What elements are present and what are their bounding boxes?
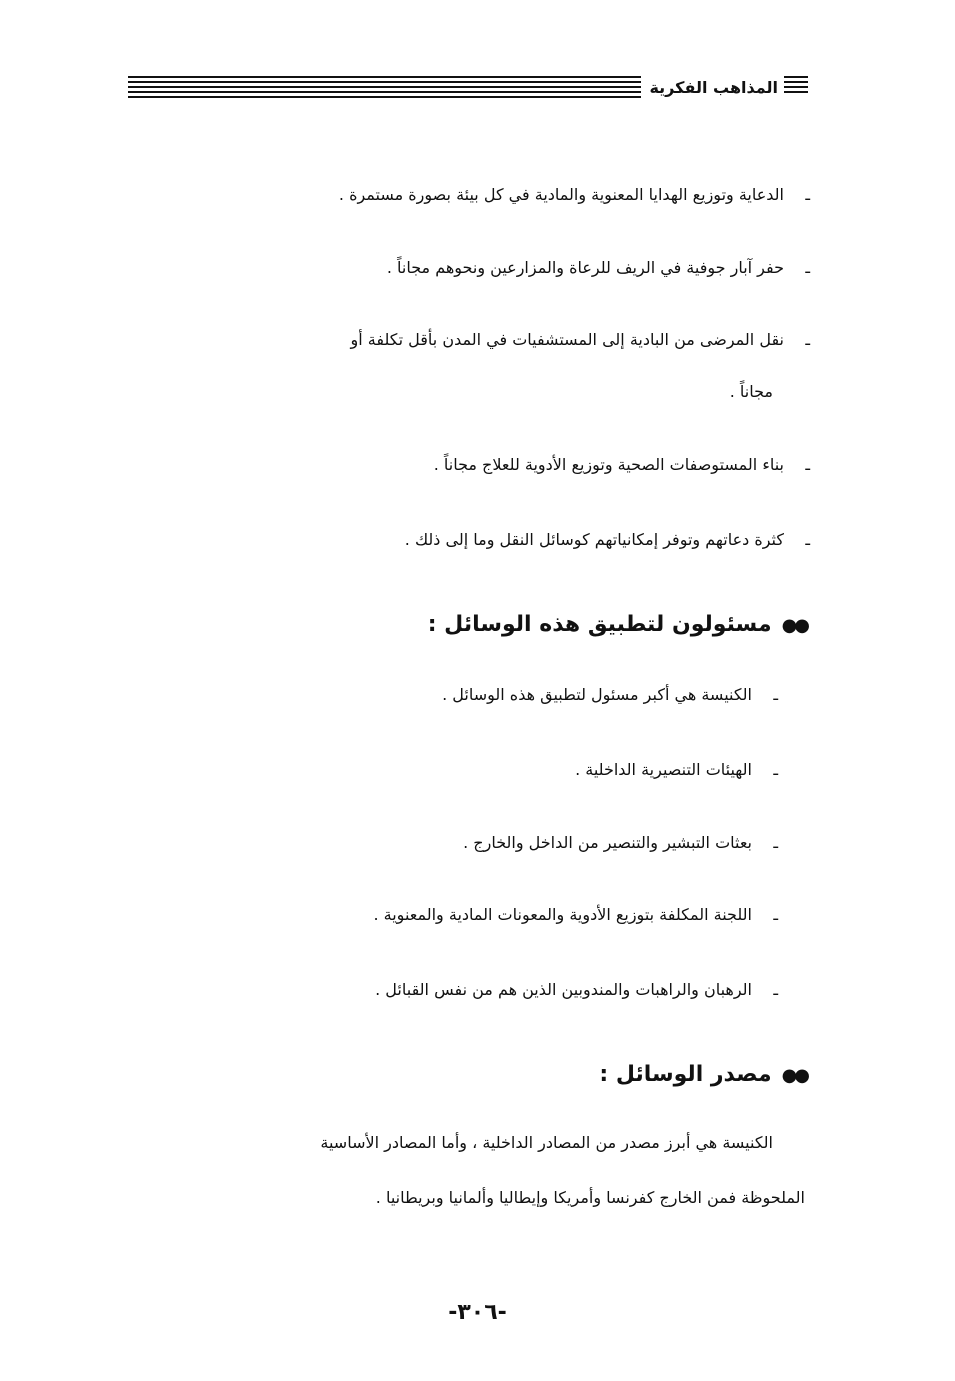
dash-icon: ـ — [773, 905, 778, 924]
double-bullet-icon: ●● — [781, 615, 807, 636]
dash-icon: ـ — [773, 833, 778, 852]
list-item: ـالهيئات التنصيرية الداخلية . — [575, 760, 778, 779]
list-item: ـنقل المرضى من البادية إلى المستشفيات في المدن بأقل تكلفة أو — [350, 330, 810, 349]
dash-icon: ـ — [805, 455, 810, 474]
dash-icon: ـ — [805, 258, 810, 277]
dash-icon: ـ — [773, 760, 778, 779]
section-heading: ●●مسئولون لتطبيق هذه الوسائل : — [427, 612, 807, 637]
list-item: ـاللجنة المكلفة بتوزيع الأدوية والمعونات المادية والمعنوية . — [373, 905, 778, 924]
dash-icon: ـ — [805, 530, 810, 549]
section-heading: ●●مصدر الوسائل : — [599, 1062, 807, 1087]
list-item: ـالكنيسة هي أكبر مسئول لتطبيق هذه الوسائل . — [442, 685, 778, 704]
double-bullet-icon: ●● — [781, 1065, 807, 1086]
list-item-continuation: مجاناً . — [729, 382, 773, 401]
list-item: ـحفر آبار جوفية في الريف للرعاة والمزارعين ونحوهم مجاناً . — [386, 258, 810, 277]
page-number: -٣٠٦- — [448, 1300, 507, 1325]
dash-icon: ـ — [805, 330, 810, 349]
list-item: ـالرهبان والراهبات والمندوبين الذين هم من نفس القبائل . — [375, 980, 778, 999]
header-title: المذاهب الفكرية — [649, 77, 778, 97]
dash-icon: ـ — [773, 685, 778, 704]
header-rules — [128, 76, 641, 98]
list-item: ـالدعاية وتوزيع الهدايا المعنوية والمادية في كل بيئة بصورة مستمرة . — [338, 185, 810, 204]
paragraph-line: الكنيسة هي أبرز مصدر من المصادر الداخلية ، وأما المصادر الأساسية — [320, 1133, 773, 1152]
list-item: ـكثرة دعاتهم وتوفر إمكانياتهم كوسائل النقل وما إلى ذلك . — [404, 530, 810, 549]
running-header — [128, 72, 808, 102]
paragraph-line: الملحوظة فمن الخارج كفرنسا وأمريكا وإيطاليا وألمانيا وبريطانيا . — [375, 1188, 805, 1207]
list-item: ـبناء المستوصفات الصحية وتوزيع الأدوية للعلاج مجاناً . — [433, 455, 810, 474]
dash-icon: ـ — [805, 185, 810, 204]
header-ornament-icon — [784, 76, 808, 98]
list-item: ـبعثات التبشير والتنصير من الداخل والخارج . — [463, 833, 778, 852]
dash-icon: ـ — [773, 980, 778, 999]
